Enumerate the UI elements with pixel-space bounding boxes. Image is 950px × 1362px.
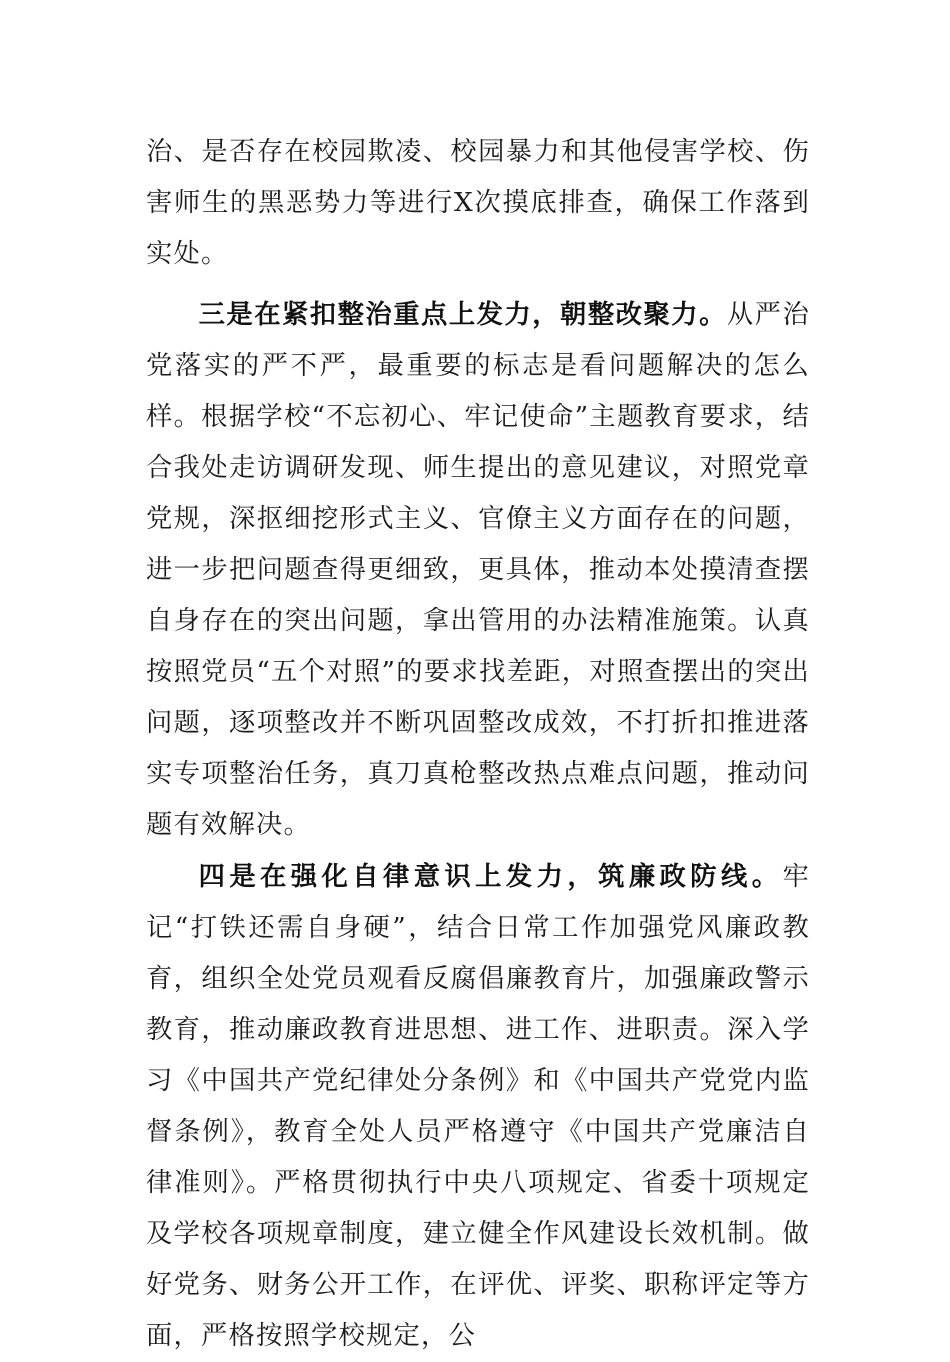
document-body: [146, 127, 810, 1362]
paragraph-heading: 三是在紧扣整治重点上发力，朝整改聚力。: [198, 299, 727, 330]
paragraph-heading: 四是在强化自律意识上发力，筑廉政防线。: [198, 861, 783, 892]
paragraph-continuation: [146, 127, 810, 280]
paragraph-text: 从严治党落实的严不严，最重要的标志是看问题解决的怎么样。根据学校“不忘初心、牢记使命”主题教育要求，结合我处走访调研发现、师生提出的意见建议，对照党章党规，深抠细挖形式主义、官僚主义方面存在的问题，进一步把问题查得更细致，更具体，推动本处摸清查摆自身存在的突出问题，拿出管用的办法精准施策。认真按照党员“五个对照”的要求找差距，对照查摆出的突出问题，逐项整改并不断巩固整改成效，不打折扣推进落实专项整治任务，真刀真枪整改热点难点问题，推动问题有效解决。: [146, 300, 810, 840]
paragraph-text: 治、是否存在校园欺凌、校园暴力和其他侵害学校、伤害师生的黑恶势力等进行X次摸底排查，确保工作落到实处。: [146, 137, 810, 269]
paragraph-point-three: [146, 289, 810, 851]
paragraph-text: 牢记“打铁还需自身硬”，结合日常工作加强党风廉政教育，组织全处党员观看反腐倡廉教育片，加强廉政警示教育，推动廉政教育进思想、进工作、进职责。深入学习《中国共产党纪律处分条例》和《中国共产党党内监督条例》，教育全处人员严格遵守《中国共产党廉洁自律准则》。严格贯彻执行中央八项规定、省委十项规定及学校各项规章制度，建立健全作风建设长效机制。做好党务、财务公开工作，在评优、评奖、职称评定等方面，严格按照学校规定，公: [146, 862, 810, 1351]
paragraph-point-four: [146, 851, 810, 1362]
